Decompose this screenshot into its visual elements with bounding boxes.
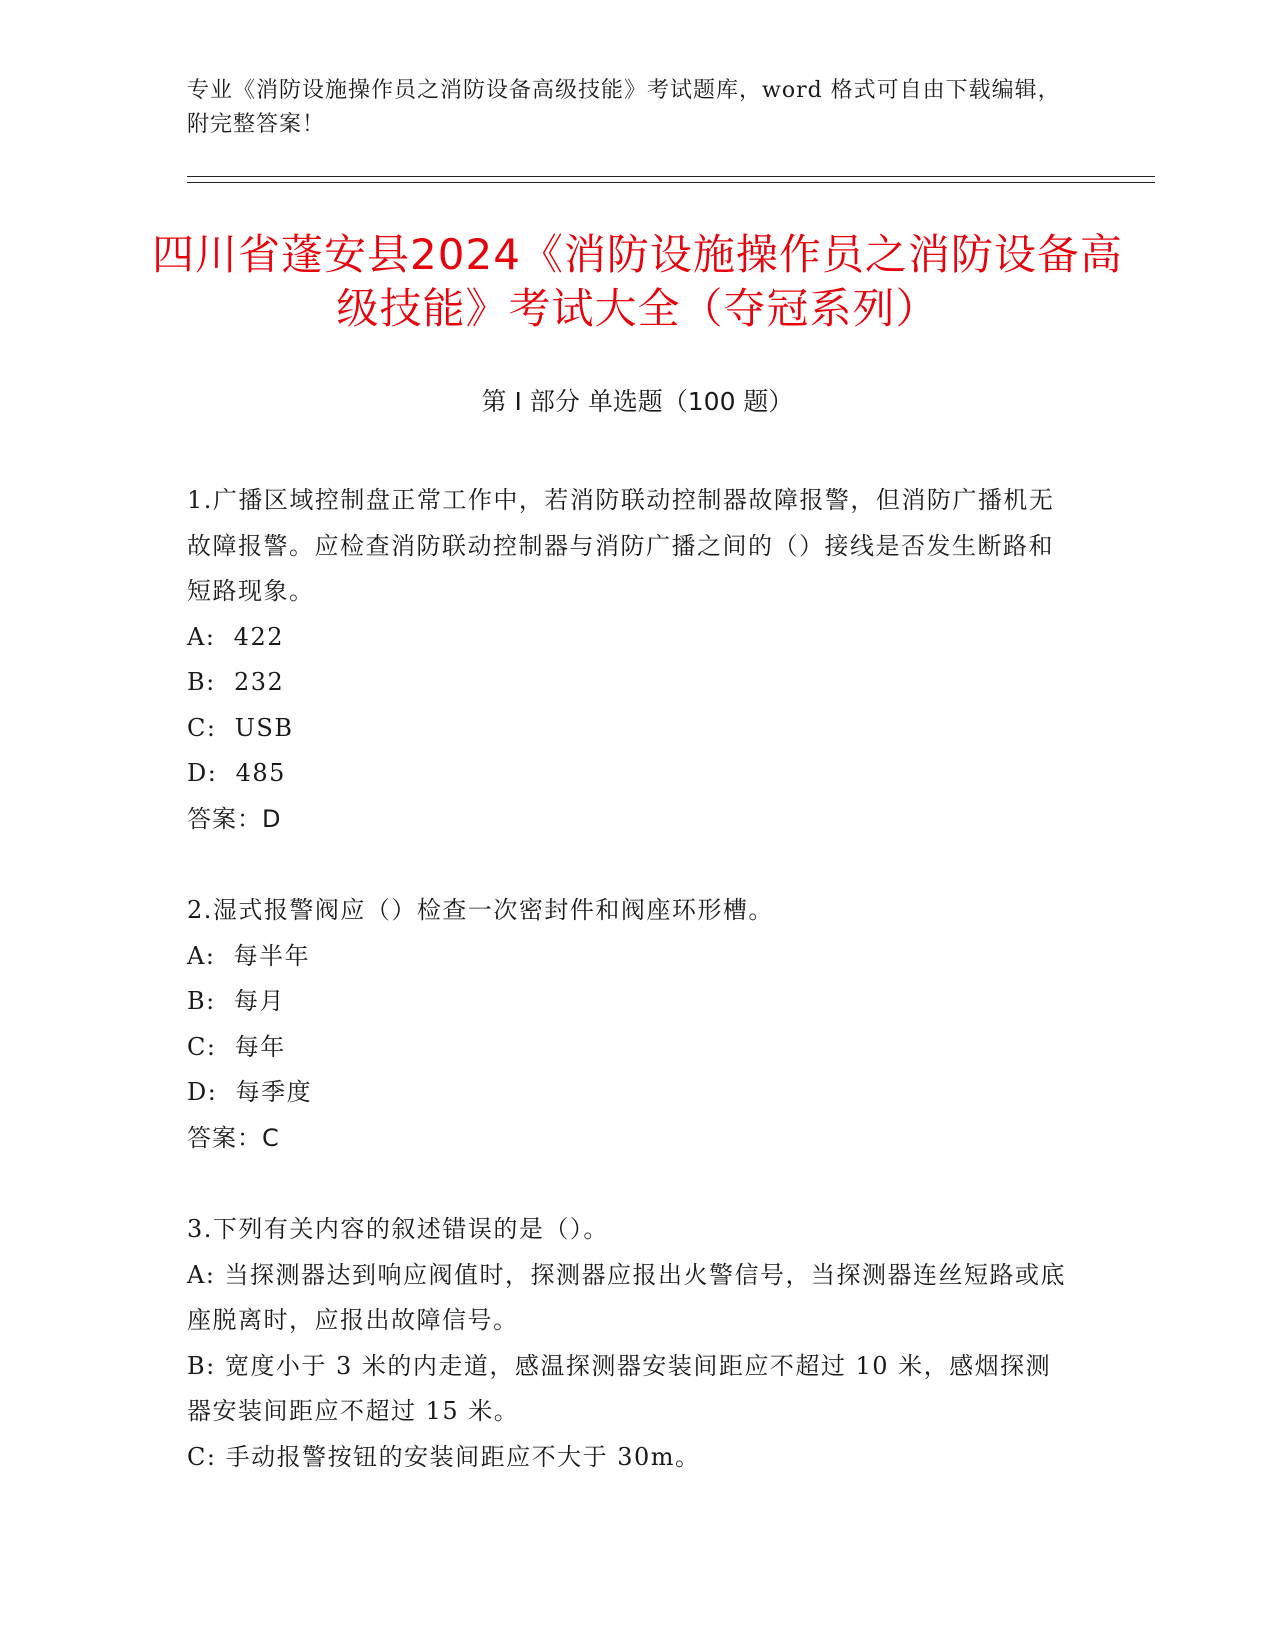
question-text: 1.广播区域控制盘正常工作中，若消防联动控制器故障报警，但消防广播机无故障报警。应检查消防联动控制器与消防广播之间的（）接线是否发生断路和短路现象。	[187, 486, 1055, 605]
answer-line: 答案：D	[187, 804, 282, 833]
option-c: C: USB	[187, 713, 294, 742]
option-d: D: 485	[187, 759, 286, 787]
option-c: C: 手动报警按钮的安装间距应不大于 30m。	[187, 1442, 701, 1471]
document-title: 四川省蓬安县2024《消防设施操作员之消防设备高级技能》考试大全（夺冠系列）	[152, 230, 1123, 333]
option-a: A: 422	[187, 622, 284, 651]
question-text: 2.湿式报警阀应（）检查一次密封件和阀座环形槽。	[187, 896, 774, 924]
question-list	[187, 478, 1067, 1480]
question-spacer	[187, 1161, 1067, 1207]
option-b: B: 宽度小于 3 米的内走道，感温探测器安装间距应不超过 10 米，感烟探测器安装间距应不超过 15 米。	[187, 1351, 1052, 1425]
option-d: D: 每季度	[187, 1078, 313, 1106]
question-text: 3.下列有关内容的叙述错误的是（）。	[187, 1215, 609, 1243]
header-divider-top	[187, 176, 1155, 177]
option-b: B: 每月	[187, 987, 285, 1015]
option-a: A: 每半年	[187, 941, 311, 970]
option-c: C: 每年	[187, 1032, 286, 1061]
header-divider-bottom	[187, 182, 1155, 183]
question-spacer	[187, 842, 1067, 888]
header-note: 专业《消防设施操作员之消防设备高级技能》考试题库，word 格式可自由下载编辑，附完整答案！	[187, 78, 1061, 137]
question-item	[187, 1207, 1067, 1480]
option-a: A: 当探测器达到响应阀值时，探测器应报出火警信号，当探测器连丝短路或底座脱离时，应报出故障信号。	[187, 1260, 1067, 1334]
section-heading: 第 I 部分 单选题（100 题）	[481, 387, 794, 416]
question-item	[187, 888, 1067, 1161]
answer-line: 答案：C	[187, 1123, 280, 1152]
option-b: B: 232	[187, 668, 285, 696]
question-item	[187, 478, 1067, 842]
